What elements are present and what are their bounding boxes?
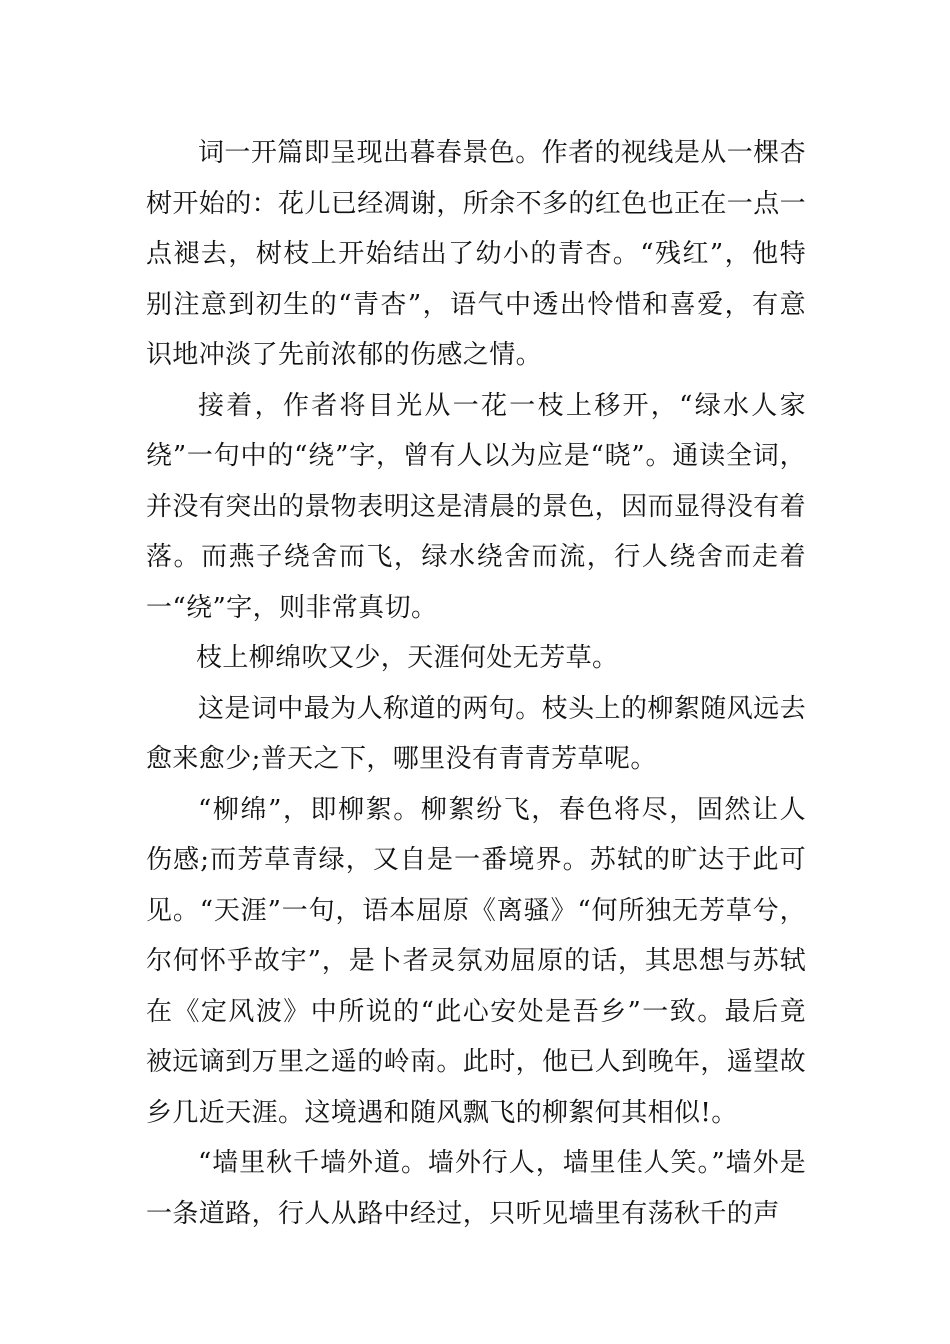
paragraph-4: 这是词中最为人称道的两句。枝头上的柳絮随风远去愈来愈少;普天之下，哪里没有青青芳草呢。 — [146, 693, 806, 774]
document-body — [146, 128, 806, 1239]
paragraph-2: 接着，作者将目光从一花一枝上移开，“绿水人家绕”一句中的“绕”字，曾有人以为应是“晓”。通读全词，并没有突出的景物表明这是清晨的景色，因而显得没有着落。而燕子绕舍而飞，绿水绕舍而流，行人绕舍而走着一“绕”字，则非常真切。 — [146, 390, 807, 623]
paragraph-6: “墙里秋千墙外道。墙外行人，墙里佳人笑。”墙外是一条道路，行人从路中经过，只听见墙里有荡秋千的声 — [146, 1148, 806, 1229]
paragraph-3: 枝上柳绵吹又少，天涯何处无芳草。 — [196, 643, 619, 673]
paragraph-5: “柳绵”，即柳絮。柳絮纷飞，春色将尽，固然让人伤感;而芳草青绿，又自是一番境界。苏轼的旷达于此可见。“天涯”一句，语本屈原《离骚》“何所独无芳草兮，尔何怀乎故宇”，是卜者灵氛劝屈原的话，其思想与苏轼在《定风波》中所说的“此心安处是吾乡”一致。最后竟被远谪到万里之遥的岭南。此时，他已人到晚年，遥望故乡几近天涯。这境遇和随风飘飞的柳絮何其相似!。 — [146, 794, 807, 1128]
paragraph-1: 词一开篇即呈现出暮春景色。作者的视线是从一棵杏树开始的：花儿已经凋谢，所余不多的红色也正在一点一点褪去，树枝上开始结出了幼小的青杏。“残红”，他特别注意到初生的“青杏”，语气中透出怜惜和喜爱，有意识地冲淡了先前浓郁的伤感之情。 — [146, 138, 807, 370]
